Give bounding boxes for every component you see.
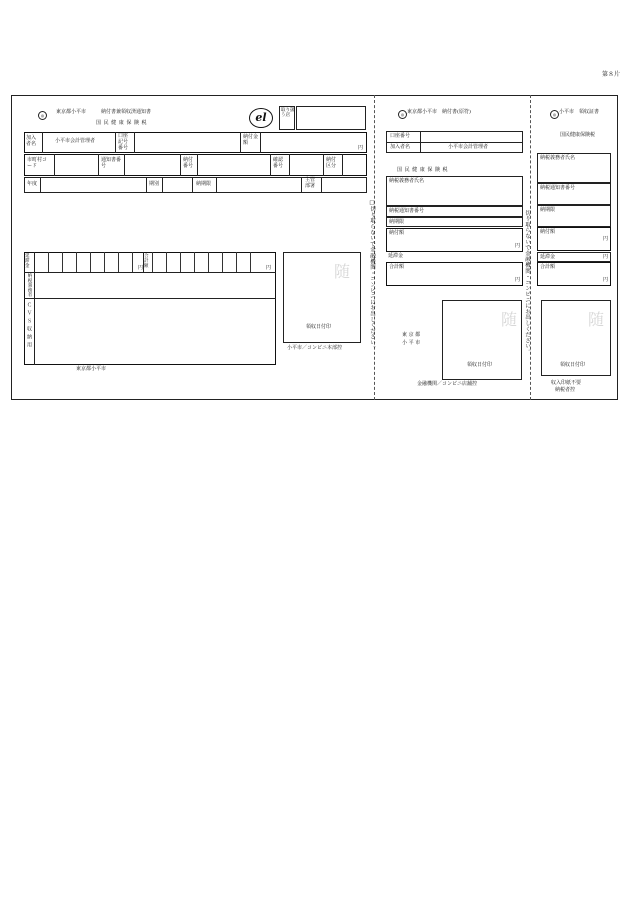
mid-payer-name: 小平市会計管理者: [448, 144, 489, 150]
right-delay-yen: 円: [602, 254, 608, 260]
right-total-label: 合計額: [540, 264, 556, 270]
footer-org: 東京都小平市: [76, 366, 107, 372]
mid-total-label: 合計額: [389, 264, 405, 270]
mid-taxpayer-label: 納税義務者氏名: [389, 178, 425, 184]
main-subtitle: 国 民 健 康 保 険 税: [96, 120, 148, 126]
handling-store-box: [296, 106, 366, 130]
city-code-label: 市町村コード: [27, 157, 48, 169]
right-taxpayer-label: 納税義務者氏名: [540, 155, 576, 161]
amount-yen: 円: [358, 145, 364, 151]
mid-stamp-org2: 小 平 市: [402, 340, 421, 346]
main-stamp-box: [283, 252, 361, 343]
page-number: 第８片: [601, 71, 620, 78]
barcode-label: 納税義務者: [27, 273, 32, 297]
mid-due-box: [386, 217, 523, 227]
total-label: 合計額: [144, 254, 149, 270]
right-title: 小平市 領収証書: [559, 109, 600, 115]
right-stamp-char: 随: [588, 310, 605, 329]
main-org: 東京都小平市: [56, 109, 87, 115]
period-label: 期別: [149, 181, 160, 187]
main-stamp-caption: 小平市／コンビニ本部控: [287, 345, 343, 351]
right-stamp-caption-1: 収入印紙不要: [551, 380, 582, 386]
handling-store-label: 取り扱う店: [281, 108, 295, 119]
right-notice-label: 納税通知書番号: [540, 185, 576, 191]
mid-stamp-org1: 東 京 都: [402, 332, 421, 338]
mid-total-yen: 円: [514, 277, 520, 284]
right-amount-yen: 円: [602, 236, 608, 242]
mid-receipt-date-label: 領収日付印: [467, 362, 493, 368]
right-taxpayer-box: [537, 153, 611, 183]
right-delay-label: 延滞金: [540, 254, 556, 260]
confirm-no-label: 確認番号: [273, 157, 284, 169]
delay-yen: 円: [138, 265, 144, 271]
mid-amount-label: 納付額: [389, 230, 405, 236]
stamp-char: 随: [334, 262, 351, 281]
mid-notice-box: [386, 206, 523, 217]
mid-account-label: 口座番号: [390, 133, 411, 139]
account-no-label: 口座記号番号: [118, 133, 129, 151]
receipt-date-label: 領収日付印: [306, 324, 332, 330]
right-delay-box: [537, 252, 611, 262]
mid-subtitle: 国 民 健 康 保 険 税: [397, 167, 449, 173]
year-label: 年度: [27, 181, 38, 187]
right-due-label: 納期限: [540, 207, 556, 213]
handling-store-label-box: [279, 106, 295, 130]
mid-amount-box: [386, 228, 523, 252]
right-receipt-date-label: 領収日付印: [560, 362, 586, 368]
right-notice-box: [537, 183, 611, 205]
right-due-box: [537, 205, 611, 227]
mid-stamp-caption: 金融機関／コンビニ店舗控: [417, 381, 478, 387]
main-title: 納付書兼領収済通知書: [101, 109, 152, 115]
mid-total-box: [386, 262, 523, 286]
right-seal-icon: ◎: [550, 110, 559, 119]
seal-mark-icon: ◎: [38, 111, 47, 120]
total-digits: [152, 252, 264, 272]
due-label: 納期限: [196, 181, 212, 187]
right-total-yen: 円: [602, 277, 608, 284]
payer-label: 加入者名: [26, 135, 37, 147]
mid-stamp-box: [442, 300, 522, 380]
dept-label: 主管部署: [305, 177, 316, 189]
right-stamp-caption-2: 納税者控: [555, 387, 576, 393]
payment-class-label: 納付区分: [326, 157, 337, 169]
cut-notice-1: □切り取らないで金融機関・コンビニにお出しください。: [369, 200, 375, 352]
delay-digits: [34, 252, 138, 272]
right-stamp-box: [541, 300, 611, 376]
right-total-box: [537, 262, 611, 286]
notice-no-label: 通知書番号: [101, 157, 122, 169]
right-subtitle: 国民健康保険税: [560, 132, 596, 138]
mid-seal-icon: ◎: [398, 110, 407, 119]
mid-payer-label: 加入者名: [390, 144, 411, 150]
delay-label: 延滞金: [25, 254, 30, 270]
mid-stamp-char: 随: [501, 310, 518, 329]
mid-amount-yen: 円: [514, 243, 520, 250]
mid-notice-label: 納税通知書番号: [389, 208, 425, 214]
cut-notice-2: 切り取らないで金融機関・コンビニにお出しください。: [524, 210, 530, 355]
right-amount-box: [537, 227, 611, 251]
el-logo: el: [249, 108, 273, 128]
amount-label: 納付金額: [243, 134, 259, 146]
mid-due-label: 納期限: [389, 219, 405, 225]
total-yen: 円: [266, 265, 272, 271]
payment-no-label: 納付番号: [183, 157, 194, 169]
cvs-label: ＣＶＳ収納用: [26, 302, 32, 350]
mid-title: 東京都小平市 納付書(原符): [407, 109, 471, 115]
payer-name: 小平市会計管理者: [55, 138, 96, 144]
mid-delay-label: 延滞金: [388, 253, 404, 259]
mid-taxpayer-box: [386, 176, 523, 206]
right-amount-label: 納付額: [540, 229, 556, 235]
